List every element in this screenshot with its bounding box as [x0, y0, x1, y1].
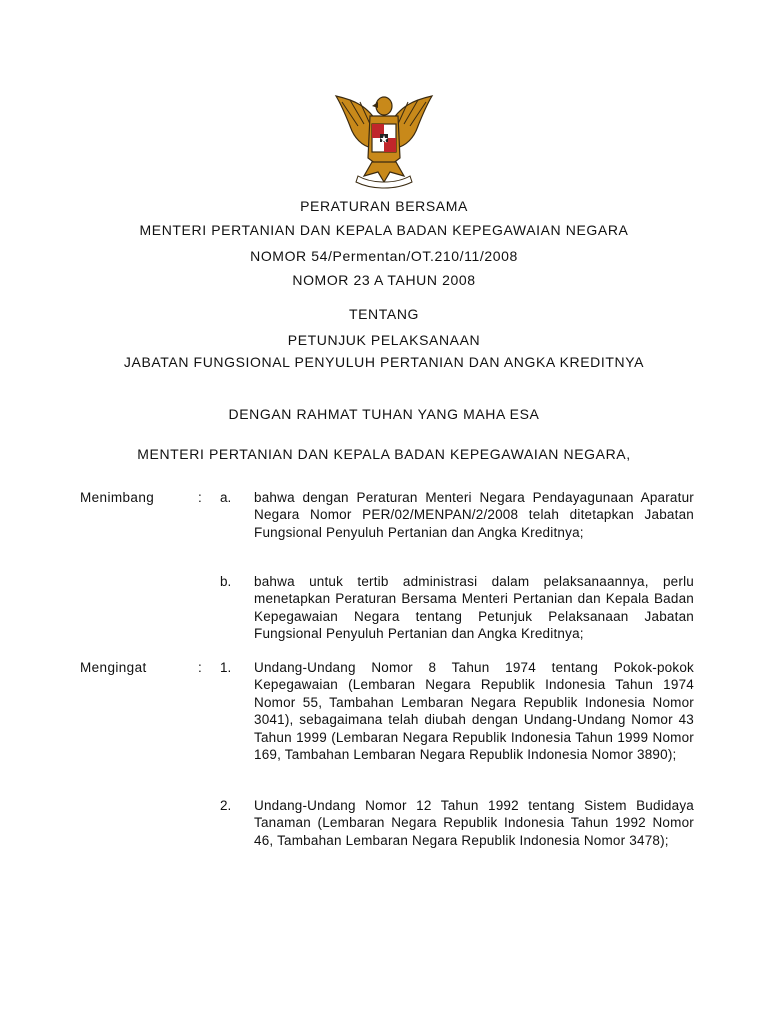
- document-parties: MENTERI PERTANIAN DAN KEPALA BADAN KEPEGAWAIAN NEGARA: [139, 222, 629, 238]
- menimbang-label: Menimbang: [80, 490, 155, 505]
- invocation: DENGAN RAHMAT TUHAN YANG MAHA ESA: [228, 406, 540, 422]
- mengingat-colon: :: [198, 660, 202, 675]
- menimbang-item-b: bahwa untuk tertib administrasi dalam pelaksanaannya, perlu menetapkan Peraturan Bersama Menteri Pertanian dan Kepala Badan Kepegawaian Negara tentang Petunjuk Pelaksanaan Jabatan Fungsional Penyuluh Pertanian dan Angka Kreditnya;: [254, 574, 694, 642]
- menimbang-colon: :: [198, 490, 202, 505]
- regulation-number-1: NOMOR 54/Permentan/OT.210/11/2008: [250, 248, 518, 264]
- subject-line-1: PETUNJUK PELAKSANAAN: [287, 332, 481, 348]
- menimbang-item-a: bahwa dengan Peraturan Menteri Negara Pendayagunaan Aparatur Negara Nomor PER/02/MENPAN/2/2008 telah ditetapkan Jabatan Fungsional Penyuluh Pertanian dan Angka Kreditnya;: [254, 490, 694, 540]
- mengingat-marker-1: 1.: [220, 660, 232, 675]
- mengingat-label: Mengingat: [80, 660, 147, 675]
- issuers: MENTERI PERTANIAN DAN KEPALA BADAN KEPEGAWAIAN NEGARA,: [137, 446, 631, 462]
- mengingat-marker-2: 2.: [220, 798, 232, 813]
- regulation-number-2: NOMOR 23 A TAHUN 2008: [292, 272, 476, 288]
- garuda-emblem-icon: [328, 86, 440, 190]
- document-title: PERATURAN BERSAMA: [300, 198, 468, 214]
- menimbang-marker-b: b.: [220, 574, 232, 589]
- mengingat-item-1: Undang-Undang Nomor 8 Tahun 1974 tentang Pokok-pokok Kepegawaian (Lembaran Negara Republik Indonesia Tahun 1974 Nomor 55, Tambahan Lembaran Negara Republik Indonesia Nomor 3041), sebagaimana telah diubah dengan Undang-Undang Nomor 43 Tahun 1999 (Lembaran Negara Republik Indonesia Tahun 1999 Nomor 169, Tambahan Lembaran Negara Republik Indonesia Nomor 3890);: [254, 660, 694, 763]
- subject-line-2: JABATAN FUNGSIONAL PENYULUH PERTANIAN DAN ANGKA KREDITNYA: [123, 354, 645, 370]
- about-heading: TENTANG: [348, 306, 420, 322]
- menimbang-marker-a: a.: [220, 490, 232, 505]
- mengingat-item-2: Undang-Undang Nomor 12 Tahun 1992 tentang Sistem Budidaya Tanaman (Lembaran Negara Republik Indonesia Tahun 1992 Nomor 46, Tambahan Lembaran Negara Republik Indonesia Nomor 3478);: [254, 798, 694, 848]
